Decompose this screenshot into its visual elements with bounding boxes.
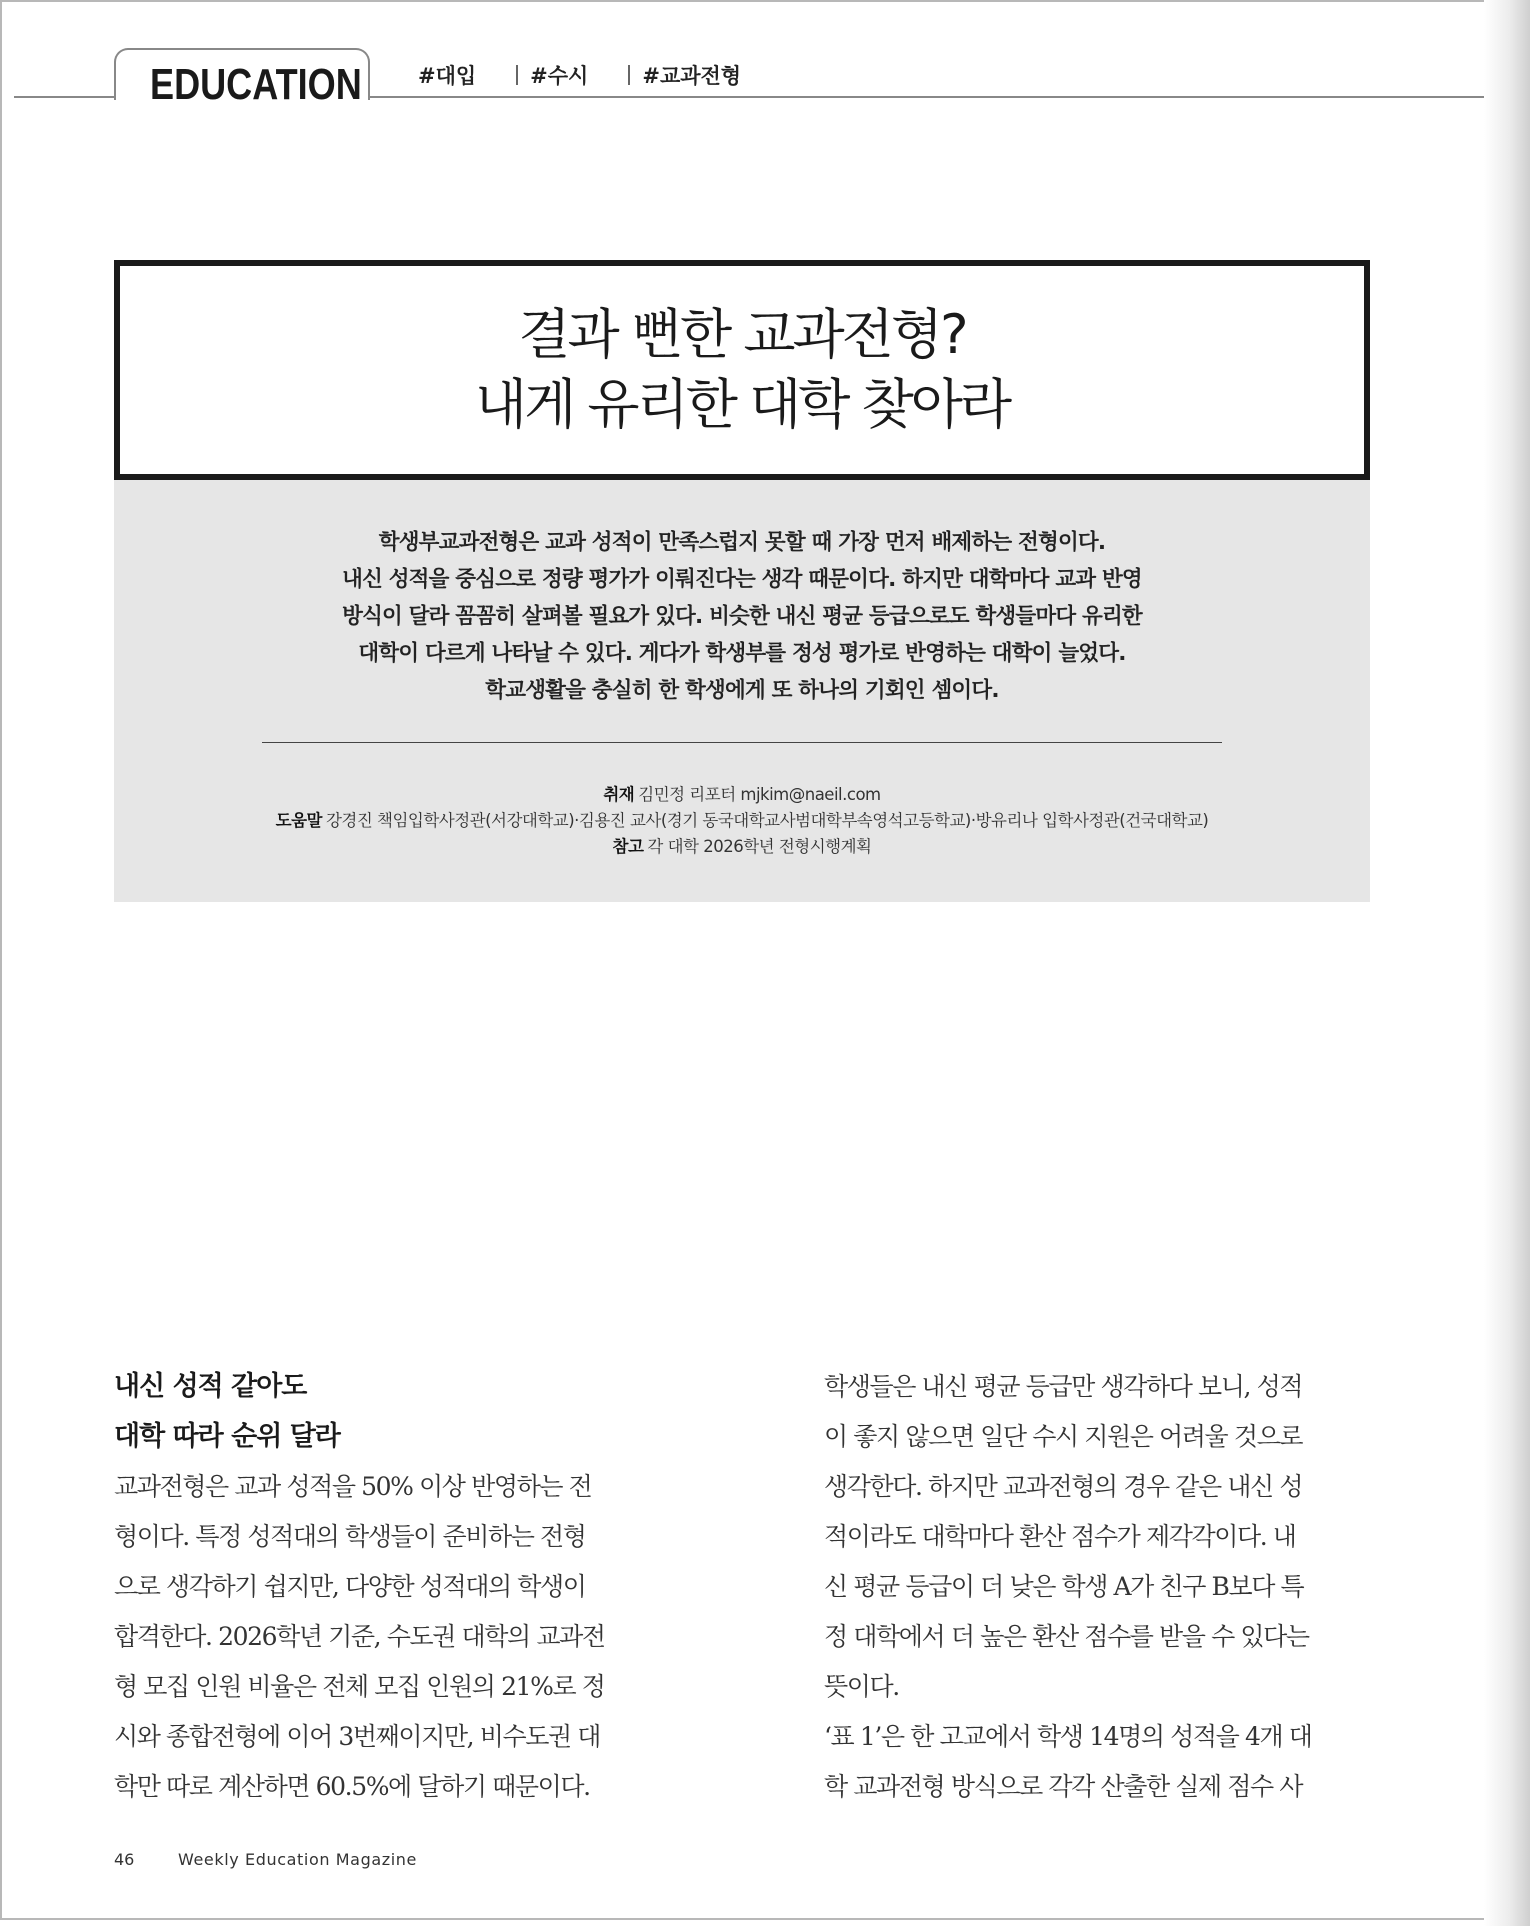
credits bbox=[114, 782, 1370, 860]
summary-line: 대학이 다르게 나타날 수 있다. 게다가 학생부를 정성 평가로 반영하는 대학이 늘었다. bbox=[358, 641, 1126, 666]
tag-list bbox=[418, 60, 741, 90]
body-line: 학만 따로 계산하면 60.5%에 달하기 때문이다. bbox=[114, 1772, 590, 1801]
body-line: 합격한다. 2026학년 기준, 수도권 대학의 교과전 bbox=[114, 1622, 605, 1651]
body-line: ‘표 1’은 한 고교에서 학생 14명의 성적을 4개 대 bbox=[824, 1722, 1312, 1751]
credit-label: 도움말 bbox=[275, 811, 322, 830]
summary-line: 학교생활을 충실히 한 학생에게 또 하나의 기회인 셈이다. bbox=[485, 678, 999, 703]
summary-line: 내신 성적을 중심으로 정량 평가가 이뤄진다는 생각 때문이다. 하지만 대학마다 교과 반영 bbox=[342, 567, 1142, 592]
body-line: 뜻이다. bbox=[824, 1672, 899, 1701]
page-footer bbox=[114, 1850, 417, 1869]
credit-value: 김민정 리포터 mjkim@naeil.com bbox=[638, 785, 881, 804]
article-title-line: 결과 뻔한 교과전형? bbox=[518, 303, 966, 366]
article-column-left bbox=[114, 1362, 662, 1812]
tag-item: #수시 bbox=[530, 64, 589, 88]
credit-label: 참고 bbox=[612, 837, 644, 856]
article-subheading: 대학 따라 순위 달라 bbox=[114, 1421, 340, 1452]
body-line: 신 평균 등급이 더 낮은 학생 A가 친구 B보다 특 bbox=[824, 1572, 1304, 1601]
body-line: 정 대학에서 더 높은 환산 점수를 받을 수 있다는 bbox=[824, 1622, 1309, 1651]
body-line: 이 좋지 않으면 일단 수시 지원은 어려울 것으로 bbox=[824, 1422, 1303, 1451]
title-box bbox=[114, 260, 1370, 480]
credit-reporter bbox=[114, 782, 1370, 808]
article-title-line: 내게 유리한 대학 찾아라 bbox=[474, 373, 1010, 436]
page-binding-shadow bbox=[1484, 0, 1530, 1926]
body-line: 교과전형은 교과 성적을 50% 이상 반영하는 전 bbox=[114, 1472, 592, 1501]
credit-help bbox=[114, 808, 1370, 834]
body-line: 형이다. 특정 성적대의 학생들이 준비하는 전형 bbox=[114, 1522, 586, 1551]
body-line: 생각한다. 하지만 교과전형의 경우 같은 내신 성 bbox=[824, 1472, 1303, 1501]
summary-line: 학생부교과전형은 교과 성적이 만족스럽지 못할 때 가장 먼저 배제하는 전형이다. bbox=[378, 530, 1106, 555]
article-subheading: 내신 성적 같아도 bbox=[114, 1371, 307, 1402]
tag-item: #대입 bbox=[418, 64, 477, 88]
article-column-right bbox=[824, 1362, 1372, 1812]
section-label: EDUCATION bbox=[150, 60, 362, 109]
body-line: 학 교과전형 방식으로 각각 산출한 실제 점수 사 bbox=[824, 1772, 1303, 1801]
credit-label: 취재 bbox=[603, 785, 635, 804]
magazine-name: Weekly Education Magazine bbox=[178, 1850, 417, 1869]
page-number: 46 bbox=[114, 1850, 135, 1869]
summary-text bbox=[114, 524, 1370, 709]
body-line: 적이라도 대학마다 환산 점수가 제각각이다. 내 bbox=[824, 1522, 1296, 1551]
summary-box bbox=[114, 480, 1370, 902]
body-line: 으로 생각하기 쉽지만, 다양한 성적대의 학생이 bbox=[114, 1572, 586, 1601]
tag-item: #교과전형 bbox=[642, 64, 742, 88]
summary-divider bbox=[262, 742, 1222, 743]
summary-line: 방식이 달라 꼼꼼히 살펴볼 필요가 있다. 비슷한 내신 평균 등급으로도 학생들마다 유리한 bbox=[342, 604, 1142, 629]
body-line: 학생들은 내신 평균 등급만 생각하다 보니, 성적 bbox=[824, 1372, 1303, 1401]
body-line: 시와 종합전형에 이어 3번째이지만, 비수도권 대 bbox=[114, 1722, 601, 1751]
body-line: 형 모집 인원 비율은 전체 모집 인원의 21%로 정 bbox=[114, 1672, 605, 1701]
tag-divider bbox=[628, 65, 630, 85]
credit-value: 각 대학 2026학년 전형시행계획 bbox=[647, 837, 872, 856]
tag-divider bbox=[516, 65, 518, 85]
credit-value: 강경진 책임입학사정관(서강대학교)·김용진 교사(경기 동국대학교사범대학부속영석고등학교)·방유리나 입학사정관(건국대학교) bbox=[325, 811, 1209, 830]
credit-reference bbox=[114, 834, 1370, 860]
